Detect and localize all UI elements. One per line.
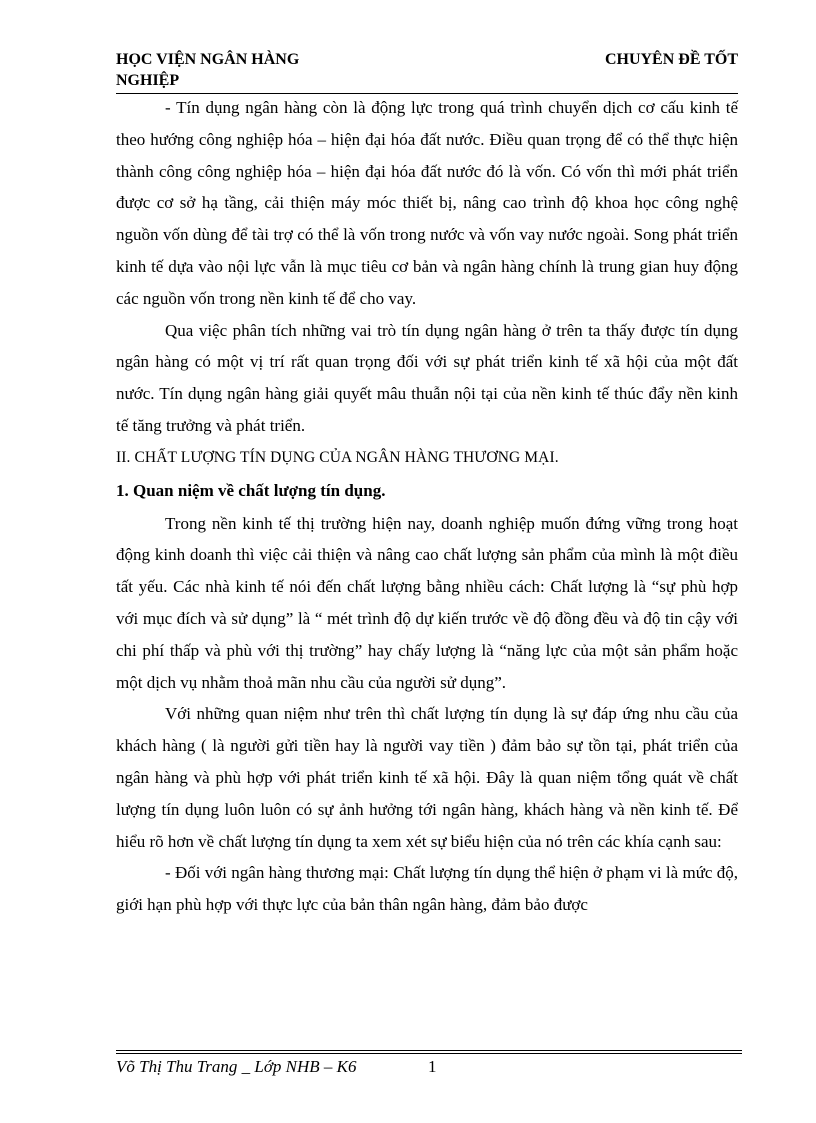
paragraph-commercial-banks: - Đối với ngân hàng thương mại: Chất lượng tín dụng thể hiện ở phạm vi là mức độ, giới hạn phù hợp với thực lực của bản thân ngân hàng, đảm bảo được [116,863,738,915]
header-document-type-wrap: NGHIỆP [116,72,180,89]
paragraph-restructuring: - Tín dụng ngân hàng còn là động lực trong quá trình chuyển dịch cơ cấu kinh tế theo hướng công nghiệp hóa – hiện đại hóa đất nước. Điều quan trọng để có thể thực hiện thành công công nghiệp hóa – hiện đại hóa đất nước đó là vốn. Có vốn thì mới phát triển được cơ sở hạ tầng, cải thiện máy móc thiết bị, nâng cao trình độ khoa học công nghệ nguồn vốn dùng để tài trợ có thể là vốn trong nước và vốn vay nước ngoài. Song phát triển kinh tế dựa vào nội lực vẫn là mục tiêu cơ bản và ngân hàng chính là trung gian huy động các nguồn vốn trong nền kinh tế để cho vay. [116,98,738,308]
paragraph-summary: Qua việc phân tích những vai trò tín dụng ngân hàng ở trên ta thấy được tín dụng ngân hàng có một vị trí rất quan trọng đối với sự phát triển kinh tế xã hội của một đất nước. Tín dụng ngân hàng giải quyết mâu thuẫn nội tại của nền kinh tế thúc đẩy nền kinh tế tăng trưởng và phát triển. [116,320,738,435]
header-institution: HỌC VIỆN NGÂN HÀNG [116,51,300,68]
page-footer [116,1056,437,1078]
footer-rule-bottom [116,1053,742,1054]
paragraph-quality-concepts: Trong nền kinh tế thị trường hiện nay, doanh nghiệp muốn đứng vững trong hoạt động kinh doanh thì việc cải thiện và nâng cao chất lượng sản phẩm của mình là một điều tất yếu. Các nhà kinh tế nói đến chất lượng bằng nhiều cách: Chất lượng là “sự phù hợp với mục đích và sử dụng” là “ mét trình độ dự kiến trước về độ đồng đều và độ tin cậy với chi phí thấp và phù với thị trường” hay chấy lượng là “năng lực của một sản phẩm hoặc một dịch vụ nhằm thoả mãn nhu cầu của người sử dụng”. [116,513,738,692]
paragraph-credit-quality: Với những quan niệm như trên thì chất lượng tín dụng là sự đáp ứng nhu cầu của khách hàng ( là người gửi tiền hay là người vay tiền ) đảm bảo sự tồn tại, phát triển của ngân hàng và phù hợp với phát triển kinh tế xã hội. Đây là quan niệm tổng quát về chất lượng tín dụng luôn luôn có sự ảnh hưởng tới ngân hàng, khách hàng và nền kinh tế. Để hiểu rõ hơn về chất lượng tín dụng ta xem xét sự biểu hiện của nó trên các khía cạnh sau: [116,704,738,851]
page-number: 1 [428,1057,437,1076]
section-heading: II. CHẤT LƯỢNG TÍN DỤNG CỦA NGÂN HÀNG THƯƠNG MẠI. [116,448,559,466]
footer-author: Võ Thị Thu Trang _ Lớp NHB – K6 [116,1057,357,1076]
subsection-heading: 1. Quan niệm về chất lượng tín dụng. [116,480,386,500]
page-body [116,92,738,921]
header-document-type: CHUYÊN ĐỀ TỐT [604,51,738,68]
footer-rule-top [116,1050,742,1051]
